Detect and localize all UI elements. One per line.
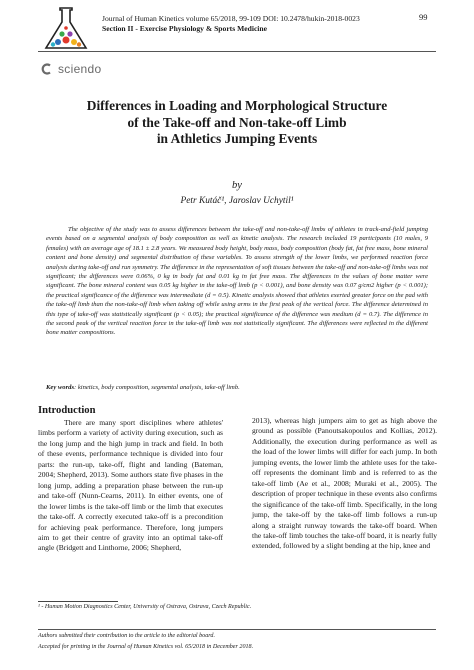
paper-title — [0, 98, 474, 148]
keywords — [46, 384, 428, 391]
by-label: by — [232, 180, 242, 191]
footnote: ¹ - Human Motion Diagnostics Center, University of Ostrava, Ostrava, Czech Republic. — [38, 604, 252, 610]
title-line: Differences in Loading and Morphological Structure — [86, 98, 388, 113]
journal-line: Journal of Human Kinetics volume 65/2018, 99-109 DOI: 10.2478/hukin-2018-0023 — [102, 14, 360, 23]
publisher-name: sciendo — [58, 62, 102, 76]
title-line: in Athletics Jumping Events — [156, 131, 318, 146]
header-rule — [38, 51, 436, 52]
paragraph: 2013), whereas high jumpers aim to get as high above the ground as possible (Panoutsakopoulos and Kollias, 2012). Additionally, the execution during performance as well as the load of the lower limbs will differ for each jump. In both jumping events, the lower limb the athlete uses for the take-off represents the dominant limb and is referred to as the take-off limb (Ae et al., 2008; Muraki et al., 2005). The description of proper technique in these events also confirms the significance of the take-off limb. Specifically, in the long jump, the take-off by the take-off limb follows a run-up along a straight runway towards the take-off board. When the take-off limb touches the take-off board, it is nearly fully extended, followed by a slight bending at the hip, knee and — [252, 416, 437, 551]
keywords-text: : kinetics, body composition, segmental analysis, take-off limb. — [74, 384, 240, 391]
publisher-brand — [41, 62, 101, 76]
journal-logo-icon — [40, 6, 92, 52]
paragraph: There are many sport disciplines where athletes' limbs perform a variety of activity during execution, such as the long jump and the high jump in track and field. In both of these events, performance technique is divided into four parts: the run-up, take-off, flight and landing (Bateman, 2004; Shepherd, 2013). Some authors state five phases in the long jump, adding a preparation phase between the run-up and take-off (Nunn-Cearns, 2011). In either events, one of the lower limbs is the take-off limb or the limb that executes the take-off. A correctly executed take-off is a precondition for achieving peak performance. Therefore, long jumpers aim to get their centre of gravity into an optimal take-off angle (Bridgett and Linthorne, 2006; Shepherd, — [38, 418, 223, 553]
acceptance-note: Accepted for printing in the Journal of Human Kinetics vol. 65/2018 in December 2018. — [38, 644, 254, 650]
left-column — [38, 418, 223, 554]
title-line: of the Take-off and Non-take-off Limb — [127, 114, 347, 130]
right-column — [252, 416, 437, 552]
sciendo-logo-icon — [41, 63, 53, 75]
footnote-rule — [38, 601, 118, 602]
section-line: Section II - Exercise Physiology & Sports Medicine — [102, 24, 268, 33]
submission-note: Authors submitted their contribution to the article to the editorial board. — [38, 633, 215, 639]
abstract: The objective of the study was to assess differences between the take-off and non-take-off limbs of athletes in track-and-field jumping events based on a segmental analysis of body composition as well as kinetic analysis. The research included 19 participants (10 males, 9 females) with an average age of 18.1 ± 2.8 years. We measured body height, body mass, body composition (body fat, fat free mass, bone mineral content and bone density) and segmental distribution of these variables. To assess strength of the lower limbs, we performed reaction force analysis during take-off and run symmetry. The difference in the representation of soft tissues between the take-off and non-take-off limbs was not significant; the differences were 0.06%, 0 kg in body fat and 0.01 kg in fat free mass. The differences in the values of bone matter were significant. The bone mineral content was 0.05 kg higher in the take-off limb (p < 0.001), and bone density was 0.07 g/cm2 higher (p < 0.001); the practical significance of the difference was intermediate (d = 0.5). Kinetic analysis showed that athletes exerted greater force on the pad with the take-off limb than the non-take-off limb when taking off while using arms in the first peak of the vertical force. The difference determined in this type of take-off was statistically significant (p < 0.05); the practical significance of the difference was medium (d = 0.7). The difference in the second peak of the vertical reaction force in the take-off limb was not statistically significant. The differences were reflected in the different bone matter compositions. — [46, 226, 428, 337]
keywords-label: Key words — [46, 384, 75, 391]
section-heading-introduction: Introduction — [38, 405, 96, 416]
authors: Petr Kutáč¹, Jaroslav Uchytil¹ — [180, 196, 294, 206]
bottom-rule — [38, 629, 436, 630]
page-number: 99 — [419, 12, 428, 22]
